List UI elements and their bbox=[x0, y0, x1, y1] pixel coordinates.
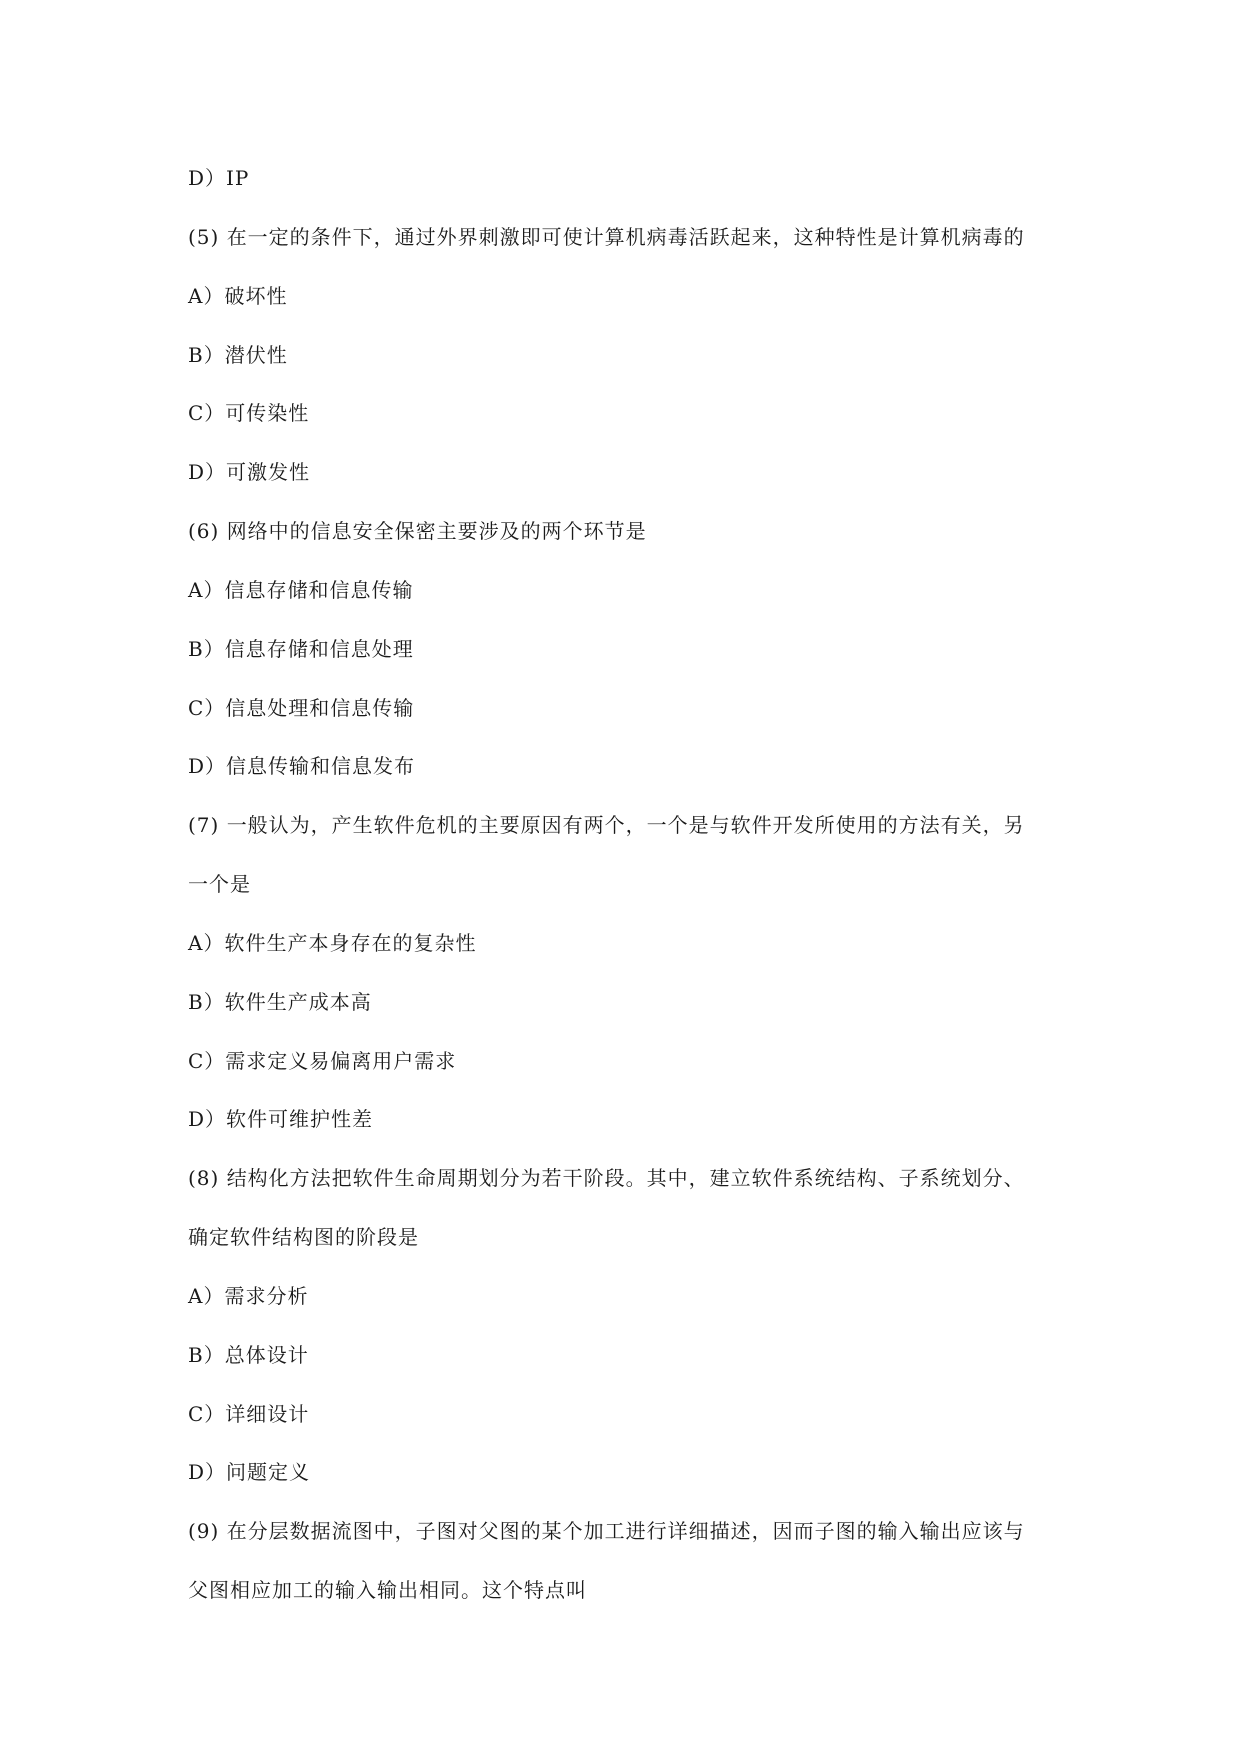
option-b-q6: B）信息存储和信息处理 bbox=[188, 637, 414, 661]
option-d-q4: D）IP bbox=[188, 166, 250, 190]
option-b-q8: B）总体设计 bbox=[188, 1343, 309, 1367]
option-d-q7: D）软件可维护性差 bbox=[188, 1107, 374, 1131]
question-5: (5) 在一定的条件下，通过外界刺激即可使计算机病毒活跃起来，这种特性是计算机病毒的 bbox=[188, 225, 1025, 249]
option-a-q7: A）软件生产本身存在的复杂性 bbox=[188, 931, 477, 955]
option-d-q6: D）信息传输和信息发布 bbox=[188, 754, 416, 778]
question-8: (8) 结构化方法把软件生命周期划分为若干阶段。其中，建立软件系统结构、子系统划分、 bbox=[188, 1166, 1025, 1190]
option-b-q7: B）软件生产成本高 bbox=[188, 990, 372, 1014]
option-c-q5: C）可传染性 bbox=[188, 401, 310, 425]
option-a-q8: A）需求分析 bbox=[188, 1284, 309, 1308]
question-8-continued: 确定软件结构图的阶段是 bbox=[188, 1225, 419, 1249]
option-c-q6: C）信息处理和信息传输 bbox=[188, 696, 415, 720]
question-9-continued: 父图相应加工的输入输出相同。这个特点叫 bbox=[188, 1578, 587, 1602]
option-a-q5: A）破坏性 bbox=[188, 284, 288, 308]
option-a-q6: A）信息存储和信息传输 bbox=[188, 578, 414, 602]
option-d-q8: D）问题定义 bbox=[188, 1460, 311, 1484]
option-c-q8: C）详细设计 bbox=[188, 1402, 310, 1426]
question-6: (6) 网络中的信息安全保密主要涉及的两个环节是 bbox=[188, 519, 647, 543]
question-9: (9) 在分层数据流图中，子图对父图的某个加工进行详细描述，因而子图的输入输出应该与 bbox=[188, 1519, 1025, 1543]
option-d-q5: D）可激发性 bbox=[188, 460, 311, 484]
option-b-q5: B）潜伏性 bbox=[188, 343, 288, 367]
option-c-q7: C）需求定义易偏离用户需求 bbox=[188, 1049, 457, 1073]
question-7: (7) 一般认为，产生软件危机的主要原因有两个，一个是与软件开发所使用的方法有关，另 bbox=[188, 813, 1025, 837]
question-7-continued: 一个是 bbox=[188, 872, 251, 896]
